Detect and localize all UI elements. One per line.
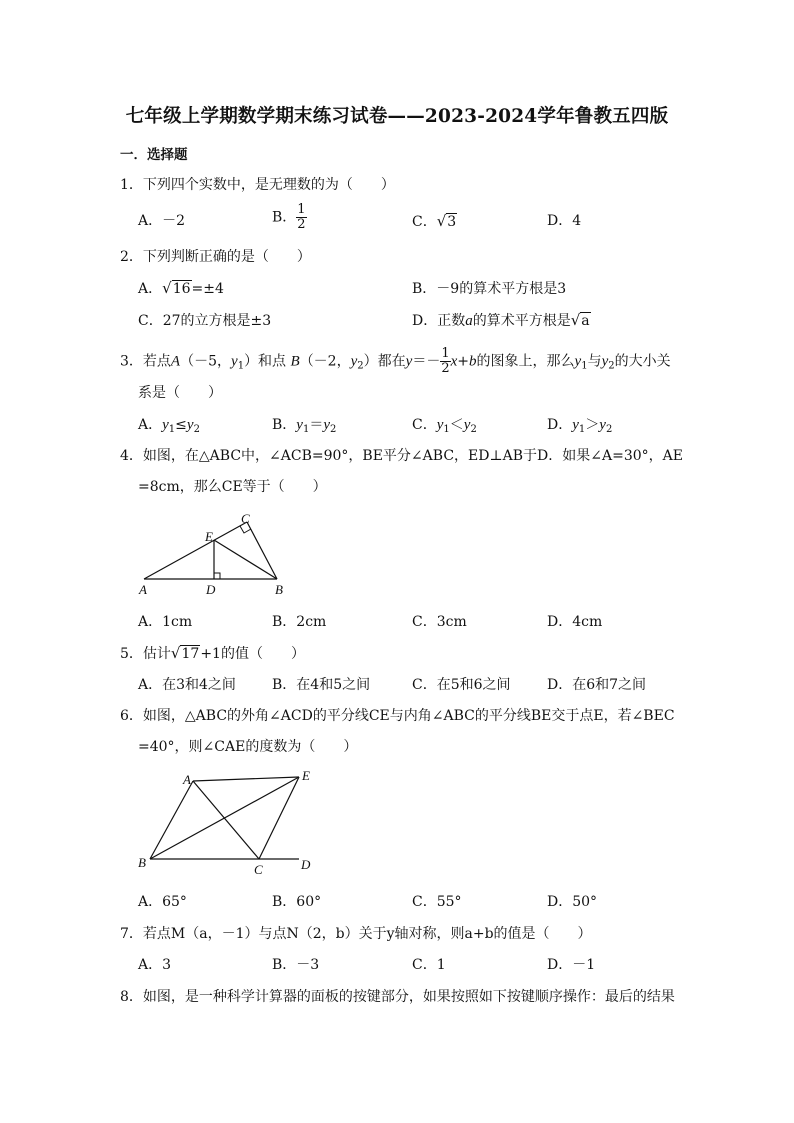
q1-option-d: D．4 bbox=[547, 213, 582, 229]
question-3-line-1: 3．若点A（－5，$y_1$）和点 B（－2，$y_2$）都在y＝－ $\frac{1}{2}$ x+b的图象上，那么$y_1$与$y_2$的大小关 bbox=[120, 346, 671, 376]
q6-option-d: D．50° bbox=[547, 894, 598, 910]
q3-option-b: B．$y_1=y_2$ bbox=[272, 417, 337, 435]
label-b: B bbox=[138, 855, 146, 870]
q1-option-a: A．－2 bbox=[138, 213, 186, 229]
sqrt-icon: √ bbox=[436, 212, 447, 230]
right-angle-mark-d bbox=[214, 573, 220, 579]
q4-option-b: B．2cm bbox=[272, 614, 327, 630]
question-6-line-1: 6．如图，△ABC的外角∠ACD的平分线CE与内角∠ABC的平分线BE交于点E，若∠BEC bbox=[120, 708, 675, 724]
segment-ae bbox=[193, 777, 299, 781]
section-heading: 一．选择题 bbox=[120, 147, 188, 163]
q7-option-a: A．3 bbox=[138, 957, 172, 973]
question-6-line-2: =40°，则∠CAE的度数为（ ） bbox=[138, 739, 358, 755]
question-4-line-2: =8cm，那么CE等于（ ） bbox=[138, 479, 327, 495]
segment-ac bbox=[193, 781, 259, 859]
page-title: 七年级上学期数学期末练习试卷——2023-2024学年鲁教五四版 bbox=[125, 106, 669, 127]
q4-option-c: C．3cm bbox=[412, 614, 467, 630]
question-2-stem: 2．下列判断正确的是（ ） bbox=[120, 249, 311, 265]
q6-option-c: C．55° bbox=[412, 894, 462, 910]
q3-option-a: A．$y_1\le y_2$ bbox=[138, 417, 200, 435]
label-a: A bbox=[183, 772, 191, 787]
triangle-figure-q6 bbox=[134, 766, 324, 878]
q2-option-b: B．－9的算术平方根是3 bbox=[412, 281, 567, 297]
q2-option-c: C．27的立方根是±3 bbox=[138, 313, 272, 329]
label-c: C bbox=[241, 511, 250, 526]
segment-eb bbox=[214, 540, 277, 579]
label-e: E bbox=[302, 768, 310, 783]
question-4-line-1: 4．如图，在△ABC中，∠ACB=90°，BE平分∠ABC，ED⊥AB于D．如果∠A=30°，AE bbox=[120, 448, 683, 464]
sqrt-icon: √ bbox=[170, 644, 181, 662]
q5-option-c: C．在5和6之间 bbox=[412, 677, 511, 693]
q7-option-b: B．－3 bbox=[272, 957, 320, 973]
q4-option-a: A．1cm bbox=[138, 614, 193, 630]
fraction: $\frac{1}{2}$ bbox=[441, 346, 450, 376]
q1-option-b: B． $\frac{1}{2}$ bbox=[272, 202, 306, 232]
segment-ec bbox=[259, 777, 299, 859]
sqrt-icon: √ bbox=[162, 279, 172, 297]
q4-option-d: D．4cm bbox=[547, 614, 603, 630]
q3-option-d: D．$y_1>y_2$ bbox=[547, 417, 613, 435]
q6-option-b: B．60° bbox=[272, 894, 322, 910]
label-d: D bbox=[206, 582, 216, 597]
label-d: D bbox=[301, 857, 311, 872]
label-c: C bbox=[254, 862, 263, 877]
q3-option-c: C．$y_1<y_2$ bbox=[412, 417, 477, 435]
question-1-stem: 1．下列四个实数中，是无理数的为（ ） bbox=[120, 177, 395, 193]
q2-option-a: A．√16=±4 bbox=[138, 279, 224, 297]
segment-cb bbox=[247, 522, 277, 579]
q6-option-a: A．65° bbox=[138, 894, 187, 910]
label-b: B bbox=[275, 582, 283, 597]
q7-option-d: D．－1 bbox=[547, 957, 596, 973]
question-7-stem: 7．若点M（a，－1）与点N（2，b）关于y轴对称，则a+b的值是（ ） bbox=[120, 926, 592, 942]
triangle-figure-q4 bbox=[134, 510, 294, 598]
question-3-line-2: 系是（ ） bbox=[138, 385, 222, 401]
q5-option-b: B．在4和5之间 bbox=[272, 677, 371, 693]
sqrt-icon: √ bbox=[570, 311, 581, 329]
q5-option-d: D．在6和7之间 bbox=[547, 677, 647, 693]
question-5-stem: 5．估计√17+1的值（ ） bbox=[120, 644, 305, 662]
label-a: A bbox=[139, 582, 147, 597]
q2-option-d: D．正数a的算术平方根是√a bbox=[412, 311, 590, 329]
fraction: $\frac{1}{2}$ bbox=[297, 202, 306, 232]
q5-option-a: A．在3和4之间 bbox=[138, 677, 236, 693]
q1-option-c: C．√3 bbox=[412, 212, 457, 230]
q7-option-c: C．1 bbox=[412, 957, 446, 973]
label-e: E bbox=[205, 529, 213, 544]
question-8-stem: 8．如图，是一种科学计算器的面板的按键部分，如果按照如下按键顺序操作：最后的结果 bbox=[120, 989, 675, 1005]
